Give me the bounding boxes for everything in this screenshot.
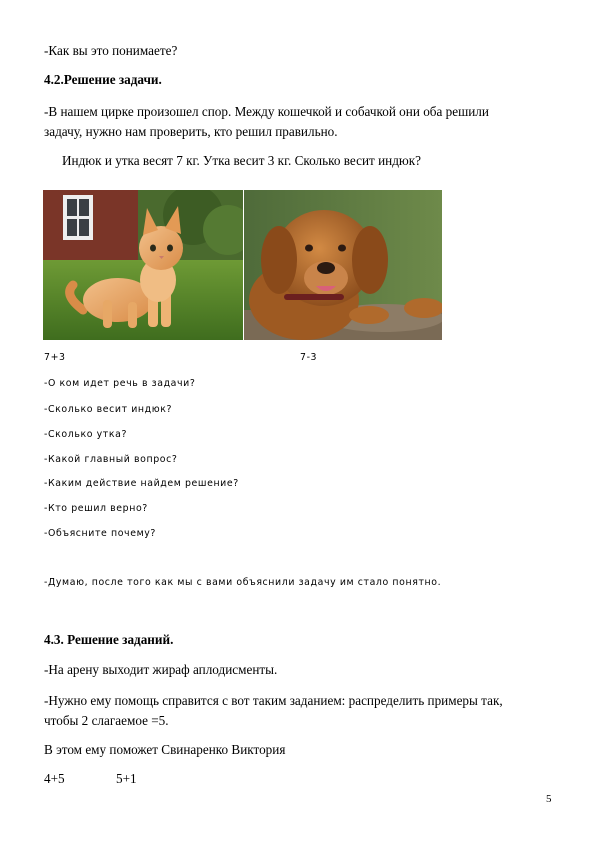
example: 4+5 [44, 771, 65, 786]
kitten-photo [43, 190, 243, 340]
section-heading: 4.3. Решение заданий. [44, 632, 174, 647]
dog-photo [244, 190, 442, 340]
task-statement: Индюк и утка весят 7 кг. Утка весит 3 кг. Сколько весит индюк? [62, 153, 422, 168]
paragraph-line: -Нужно ему помощь справится с вот таким заданием: распределить примеры так, [44, 693, 503, 708]
dog-answer: 7-3 [300, 352, 318, 363]
paragraph-line: -В нашем цирке произошел спор. Между кошечкой и собачкой они оба решили [44, 104, 489, 119]
question: -О ком идет речь в задачи? [44, 378, 196, 389]
paragraph-line: задачу, нужно нам проверить, кто решил правильно. [44, 124, 338, 139]
paragraph-line: чтобы 2 слагаемое =5. [44, 713, 169, 728]
question: -Каким действие найдем решение? [44, 478, 239, 489]
page-number: 5 [546, 793, 552, 805]
question: -Какой главный вопрос? [44, 454, 178, 465]
conclusion-line: -Думаю, после того как мы с вами объяснили задачу им стало понятно. [44, 577, 442, 588]
paragraph-line: В этом ему поможет Свинаренко Виктория [44, 742, 286, 757]
question: -Сколько весит индюк? [44, 404, 173, 415]
example: 5+1 [116, 771, 137, 786]
question: -Кто решил верно? [44, 503, 148, 514]
text-line: -Как вы это понимаете? [44, 43, 178, 58]
cat-answer: 7+3 [44, 352, 66, 363]
question: -Сколько утка? [44, 429, 128, 440]
paragraph-line: -На арену выходит жираф аплодисменты. [44, 662, 278, 677]
section-heading: 4.2.Решение задачи. [44, 72, 162, 87]
question: -Объясните почему? [44, 528, 156, 539]
